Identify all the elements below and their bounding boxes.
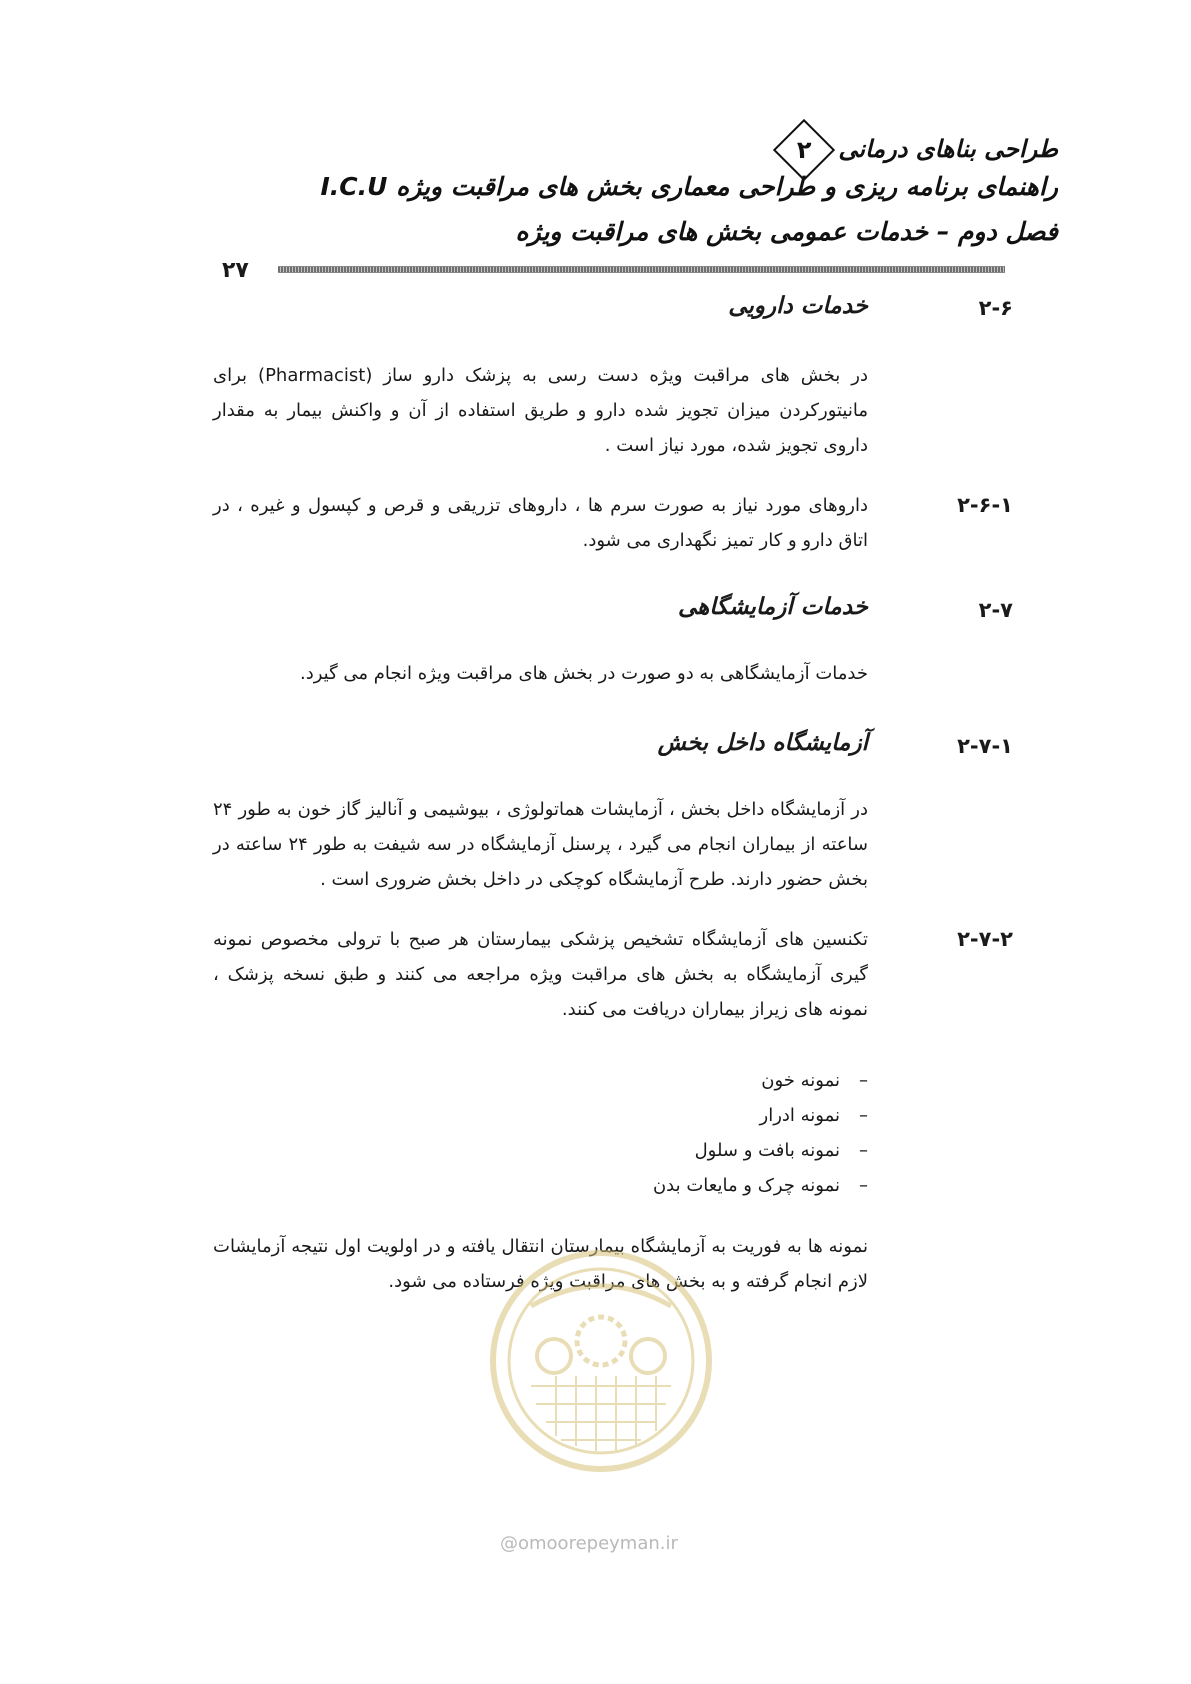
section-number: ۲-۷-۱ [957,734,1013,758]
list-dash: – [859,1105,868,1126]
chapter-title: فصل دوم – خدمات عمومی بخش های مراقبت ویژه [515,217,1058,246]
page-number: ۲۷ [222,258,249,283]
sample-list [468,1063,868,1203]
section-paragraph: تکنسین های آزمایشگاه تشخیص پزشکی بیمارستان هر صبح با ترولی مخصوص نمونه گیری آزمایشگاه به بخش های مراقبت ویژه مراجعه می کنند و طبق نسخه پزشک ، نمونه های زیراز بیماران دریافت می کنند. [213,929,868,1020]
book-title-text: طراحی بناهای درمانی [838,135,1058,163]
list-dash: – [859,1070,868,1091]
section-paragraph: داروهای مورد نیاز به صورت سرم ها ، داروهای تزریقی و قرص و کپسول و غیره ، در اتاق دارو و کار تمیز نگهداری می شود. [213,495,868,551]
section-number: ۲-۷ [978,598,1013,622]
book-title [778,128,1058,172]
section-number: ۲-۷-۲ [957,927,1013,951]
watermark-seal-icon [486,1246,716,1476]
list-item [468,1133,868,1168]
section-paragraph: در بخش های مراقبت ویژه دست رسی به پزشک دارو ساز (Pharmacist) برای مانیتورکردن میزان تجویز شده دارو و طریق استفاده از آن و واکنش بیمار به مقدار داروی تجویز شده، مورد نیاز است . [213,365,869,456]
list-item [468,1098,868,1133]
list-item-label: نمونه چرک و مایعات بدن [652,1175,840,1196]
section-paragraph: خدمات آزمایشگاهی به دو صورت در بخش های مراقبت ویژه انجام می گیرد. [300,663,868,684]
list-dash: – [859,1140,868,1161]
section-title: خدمات آزمایشگاهی [677,594,868,620]
section-paragraph: در آزمایشگاه داخل بخش ، آزمایشات هماتولوژی ، بیوشیمی و آنالیز گاز خون به طور ۲۴ ساعته از بیماران انجام می گیرد ، پرسنل آزمایشگاه در سه شیفت به طور ۲۴ ساعته در بخش حضور دارند. طرح آزمایشگاه کوچکی در داخل بخش ضروری است . [213,799,868,890]
section-number: ۲-۶ [978,296,1013,320]
section-number: ۲-۶-۱ [957,493,1013,517]
header-rule [278,266,1005,273]
list-item [468,1063,868,1098]
closing-paragraph: نمونه ها به فوریت به آزمایشگاه بیمارستان انتقال یافته و در اولویت اول نتیجه آزمایشات لازم انجام گرفته و به بخش های مراقبت ویژه فرستاده می شود. [213,1236,868,1292]
list-item-label: نمونه ادرار [759,1105,840,1126]
list-item-label: نمونه بافت و سلول [694,1140,840,1161]
guide-title: راهنمای برنامه ریزی و طراحی معماری بخش های مراقبت ویژه I.C.U [320,172,1058,201]
list-item-label: نمونه خون [761,1070,840,1091]
list-item [468,1168,868,1203]
section-title: آزمایشگاه داخل بخش [657,730,868,756]
section-title: خدمات دارویی [728,293,868,319]
list-dash: – [859,1175,868,1196]
volume-number: ۲ [796,136,812,164]
watermark-url: @omoorepeyman.ir [500,1533,678,1554]
